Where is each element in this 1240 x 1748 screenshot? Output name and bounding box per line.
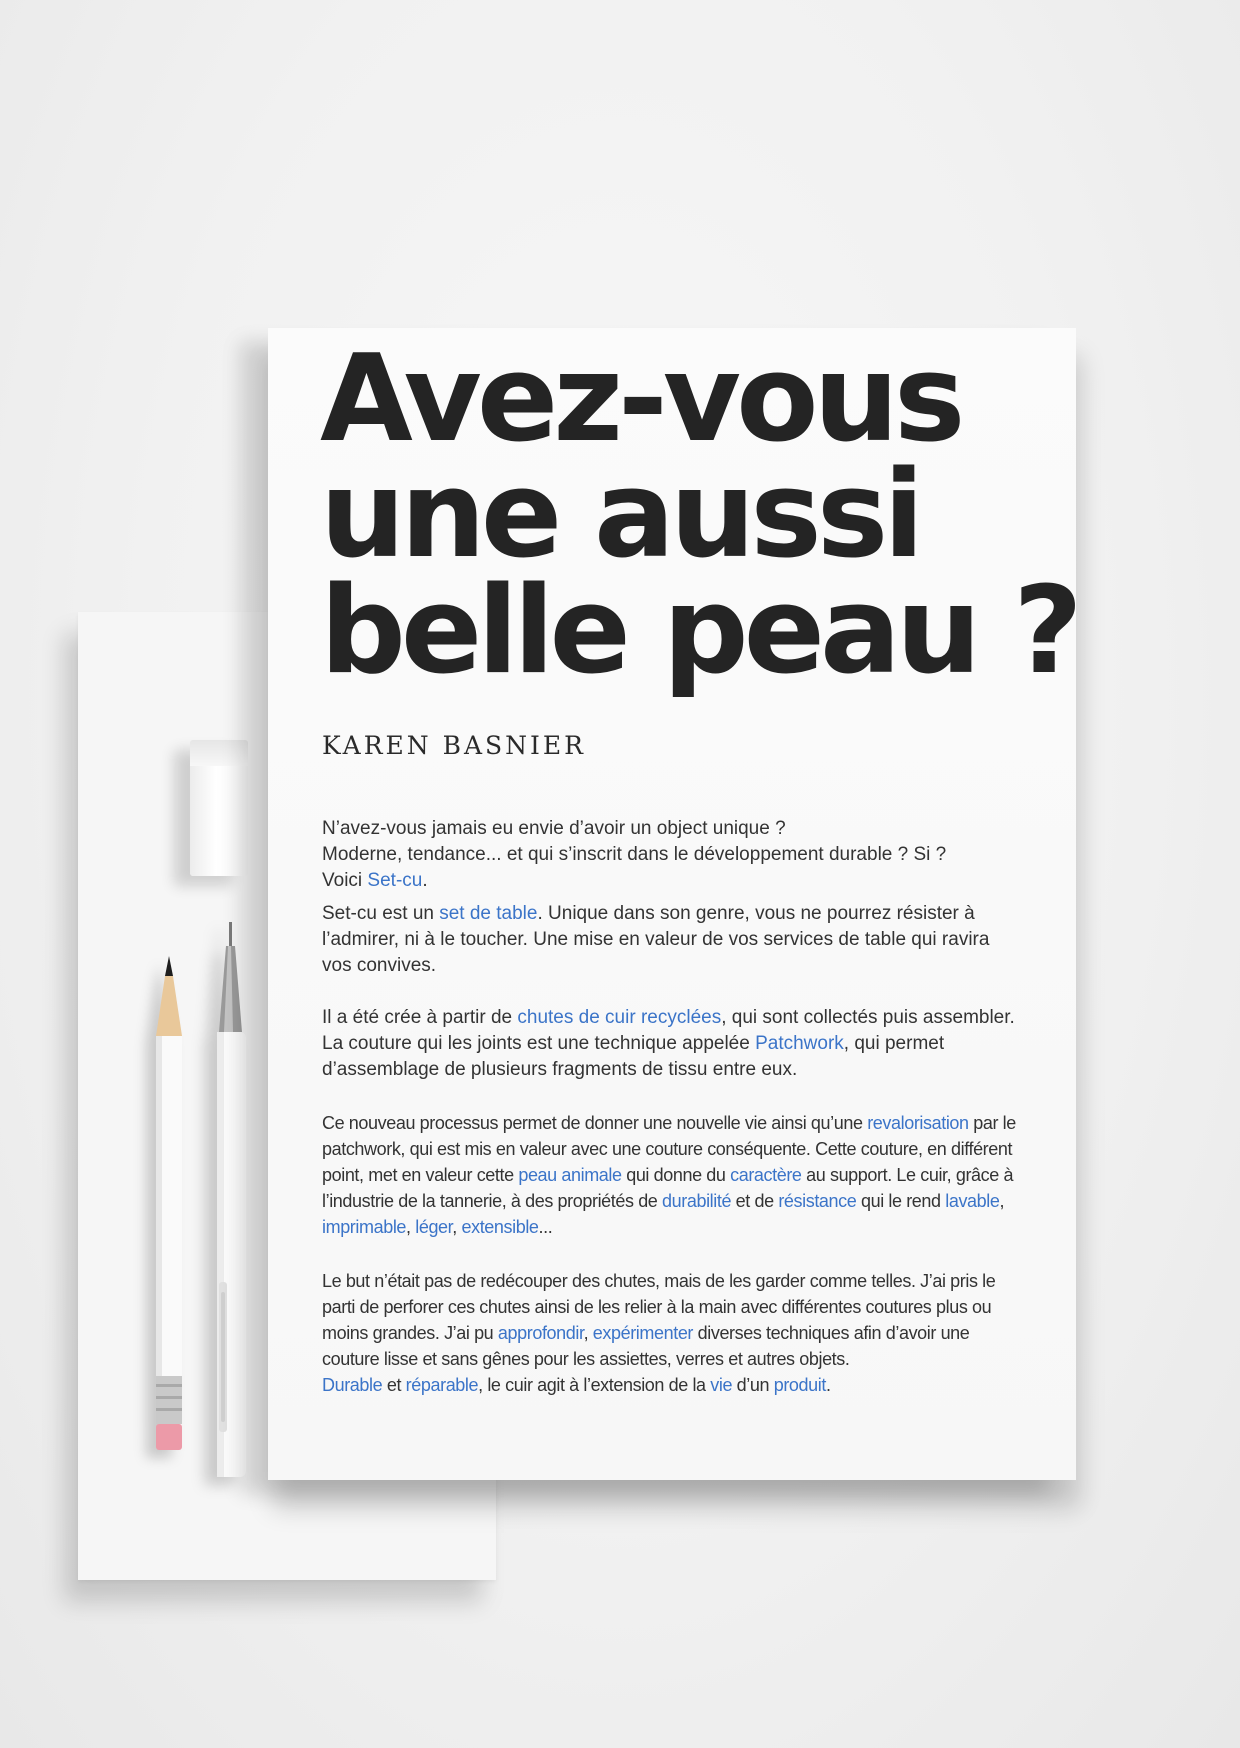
article-title bbox=[320, 330, 1078, 701]
title-line: Avez-vous bbox=[320, 330, 961, 469]
paragraph-text: et de bbox=[731, 1191, 779, 1211]
peau-animale-link[interactable]: peau animale bbox=[518, 1165, 622, 1185]
vie-link[interactable]: vie bbox=[710, 1375, 733, 1395]
paragraph-text: diverses techniques afin d’avoir une couture lisse et sans gênes pour les assiettes, verres et autres objets. bbox=[322, 1323, 970, 1369]
paragraph-2 bbox=[322, 1005, 1022, 1083]
intro-line-2: Moderne, tendance... et qui s’inscrit dans le développement durable ? Si ? bbox=[322, 844, 947, 865]
paragraph-3 bbox=[322, 1110, 1022, 1240]
paragraph-text: , bbox=[406, 1217, 416, 1237]
paragraph-text: , bbox=[452, 1217, 462, 1237]
paragraph-5 bbox=[322, 1372, 1022, 1398]
experimenter-link[interactable]: expérimenter bbox=[592, 1323, 694, 1343]
revalorisation-link[interactable]: revalorisation bbox=[867, 1113, 969, 1133]
paragraph-text: . bbox=[825, 1375, 831, 1395]
paragraph-text: , qui sont collectés puis assembler. La couture qui les joints est une technique appelée bbox=[322, 1007, 1015, 1054]
paragraph-text: ... bbox=[538, 1217, 553, 1237]
pencil bbox=[155, 956, 183, 1486]
paragraph-text: et bbox=[382, 1375, 406, 1395]
imprimable-link[interactable]: imprimable bbox=[322, 1217, 407, 1237]
caractere-link[interactable]: caractère bbox=[730, 1165, 802, 1185]
extensible-link[interactable]: extensible bbox=[461, 1217, 539, 1237]
paragraph-text: Il a été crée à partir de bbox=[322, 1007, 518, 1028]
paragraph-text: Le but n’était pas de redécouper des chutes, mais de les garder comme telles. J’ai pris le parti de perforer ces chutes ainsi de les relier à la main avec différentes coutures plus ou moins grandes. J’ai pu bbox=[322, 1271, 996, 1343]
paragraph-4 bbox=[322, 1268, 1022, 1372]
chutes-de-cuir-link[interactable]: chutes de cuir recyclées bbox=[517, 1007, 722, 1028]
paragraph-1 bbox=[322, 901, 1022, 979]
eraser bbox=[190, 740, 248, 876]
durabilite-link[interactable]: durabilité bbox=[662, 1191, 732, 1211]
set-de-table-link[interactable]: set de table bbox=[439, 903, 538, 924]
reparable-link[interactable]: réparable bbox=[405, 1375, 479, 1395]
paragraph-text: par le patchwork, qui est mis en valeur avec une couture conséquente. Cette couture, en différent point, met en valeur cette bbox=[322, 1113, 1016, 1185]
set-cu-link[interactable]: Set-cu bbox=[367, 870, 423, 891]
lavable-link[interactable]: lavable bbox=[945, 1191, 1000, 1211]
patchwork-link[interactable]: Patchwork bbox=[755, 1033, 844, 1054]
produit-link[interactable]: produit bbox=[773, 1375, 826, 1395]
paragraph-text: , qui permet d’assemblage de plusieurs fragments de tissu entre eux. bbox=[322, 1033, 945, 1080]
paragraph-text: qui donne du bbox=[621, 1165, 731, 1185]
paragraph-text: Ce nouveau processus permet de donner une nouvelle vie ainsi qu’une bbox=[322, 1113, 868, 1133]
paragraph-text: Set-cu est un bbox=[322, 903, 440, 924]
paragraph-text: au support. Le cuir, grâce à l’industrie de la tannerie, à des propriétés de bbox=[322, 1165, 1014, 1211]
title-line: une aussi bbox=[320, 446, 920, 585]
paragraph-text: d’un bbox=[732, 1375, 774, 1395]
resistance-link[interactable]: résistance bbox=[778, 1191, 857, 1211]
paragraph-text: , le cuir agit à l’extension de la bbox=[478, 1375, 711, 1395]
leger-link[interactable]: léger bbox=[415, 1217, 453, 1237]
paragraph-text: qui le rend bbox=[856, 1191, 946, 1211]
intro-line-3-suffix: . bbox=[422, 870, 428, 891]
mechanical-pencil bbox=[212, 922, 250, 1482]
paragraph-text: . Unique dans son genre, vous ne pourrez résister à l’admirer, ni à le toucher. Une mise en valeur de vos services de table qui ravira vos convives. bbox=[322, 903, 990, 976]
author-name: KAREN BASNIER bbox=[322, 731, 586, 760]
title-line: belle peau ? bbox=[320, 562, 1078, 701]
intro-paragraph bbox=[322, 816, 1022, 894]
durable-link[interactable]: Durable bbox=[322, 1375, 383, 1395]
paragraph-text: , bbox=[583, 1323, 593, 1343]
intro-line-1: N’avez-vous jamais eu envie d’avoir un object unique ? bbox=[322, 818, 786, 839]
intro-line-3-prefix: Voici bbox=[322, 870, 368, 891]
approfondir-link[interactable]: approfondir bbox=[497, 1323, 584, 1343]
paragraph-text: , bbox=[999, 1191, 1005, 1211]
